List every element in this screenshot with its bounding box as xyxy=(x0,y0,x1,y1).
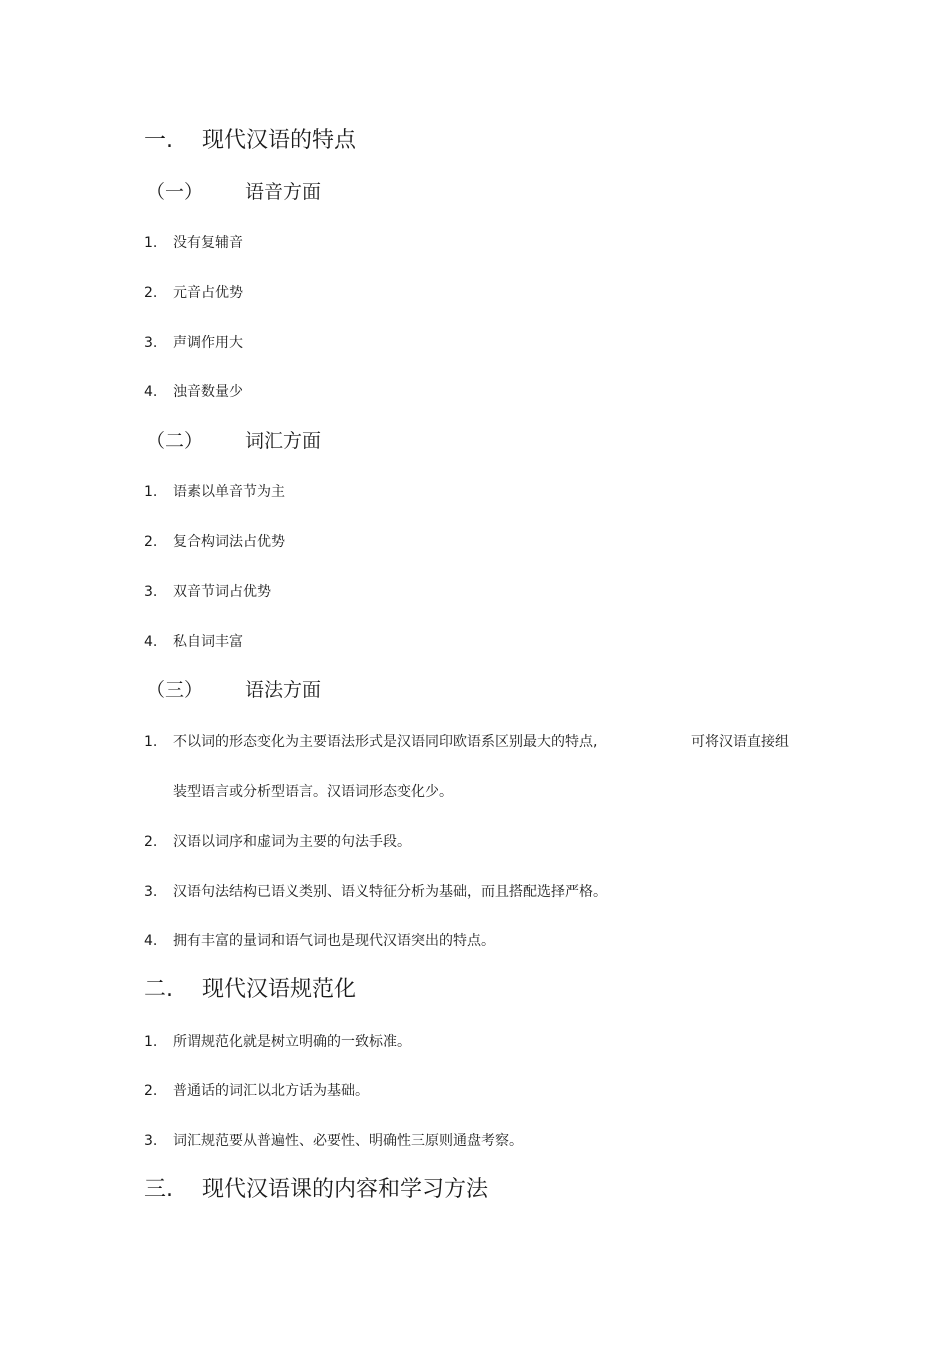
list-item-number: 4. xyxy=(144,634,158,650)
subsection-title: 词汇方面 xyxy=(245,430,322,452)
section-title: 现代汉语规范化 xyxy=(202,977,357,1002)
list-item-number: 2. xyxy=(144,285,158,301)
subsection-title: 语法方面 xyxy=(245,679,322,701)
list-item-number: 2. xyxy=(144,834,158,850)
list-item-continuation-text: 装型语言或分析型语言。汉语词形态变化少。 xyxy=(173,784,453,800)
list-item-text: 拥有丰富的量词和语气词也是现代汉语突出的特点。 xyxy=(173,933,495,949)
section-number: 三. xyxy=(144,1177,173,1202)
list-item-number: 1. xyxy=(144,734,158,750)
list-item-number: 1. xyxy=(144,484,158,500)
section-number: 一. xyxy=(144,128,173,153)
list-item-text: 没有复辅音 xyxy=(173,235,243,251)
subsection-number: （一） xyxy=(146,181,204,203)
list-item-number: 1. xyxy=(144,1034,158,1050)
list-item-number: 1. xyxy=(144,235,158,251)
list-item-number: 3. xyxy=(144,884,158,900)
list-item-text: 词汇规范要从普遍性、必要性、明确性三原则通盘考察。 xyxy=(173,1133,523,1149)
list-item-number: 2. xyxy=(144,534,158,550)
list-item-number: 3. xyxy=(144,584,158,600)
list-item-text: 双音节词占优势 xyxy=(173,584,271,600)
list-item-text-tail: 可将汉语直接组 xyxy=(691,734,789,750)
list-item-number: 3. xyxy=(144,1133,158,1149)
list-item-text: 汉语以词序和虚词为主要的句法手段。 xyxy=(173,834,411,850)
list-item-text: 复合构词法占优势 xyxy=(173,534,285,550)
list-item-text: 所谓规范化就是树立明确的一致标准。 xyxy=(173,1034,411,1050)
list-item-text: 普通话的词汇以北方话为基础。 xyxy=(173,1083,369,1099)
subsection-number: （三） xyxy=(146,679,204,701)
section-title: 现代汉语课的内容和学习方法 xyxy=(202,1177,489,1202)
list-item-text: 私自词丰富 xyxy=(173,634,243,650)
list-item-text: 浊音数量少 xyxy=(173,384,243,400)
list-item-text: 声调作用大 xyxy=(173,335,243,351)
section-title: 现代汉语的特点 xyxy=(202,128,357,153)
list-item-text: 元音占优势 xyxy=(173,285,243,301)
section-number: 二. xyxy=(144,977,173,1002)
list-item-number: 4. xyxy=(144,933,158,949)
list-item-number: 2. xyxy=(144,1083,158,1099)
list-item-text: 不以词的形态变化为主要语法形式是汉语同印欧语系区别最大的特点, xyxy=(173,734,598,750)
list-item-text: 汉语句法结构已语义类别、语义特征分析为基础，而且搭配选择严格。 xyxy=(173,884,607,900)
subsection-title: 语音方面 xyxy=(245,181,322,203)
list-item-number: 3. xyxy=(144,335,158,351)
list-item-number: 4. xyxy=(144,384,158,400)
list-item-text: 语素以单音节为主 xyxy=(173,484,285,500)
subsection-number: （二） xyxy=(146,430,204,452)
